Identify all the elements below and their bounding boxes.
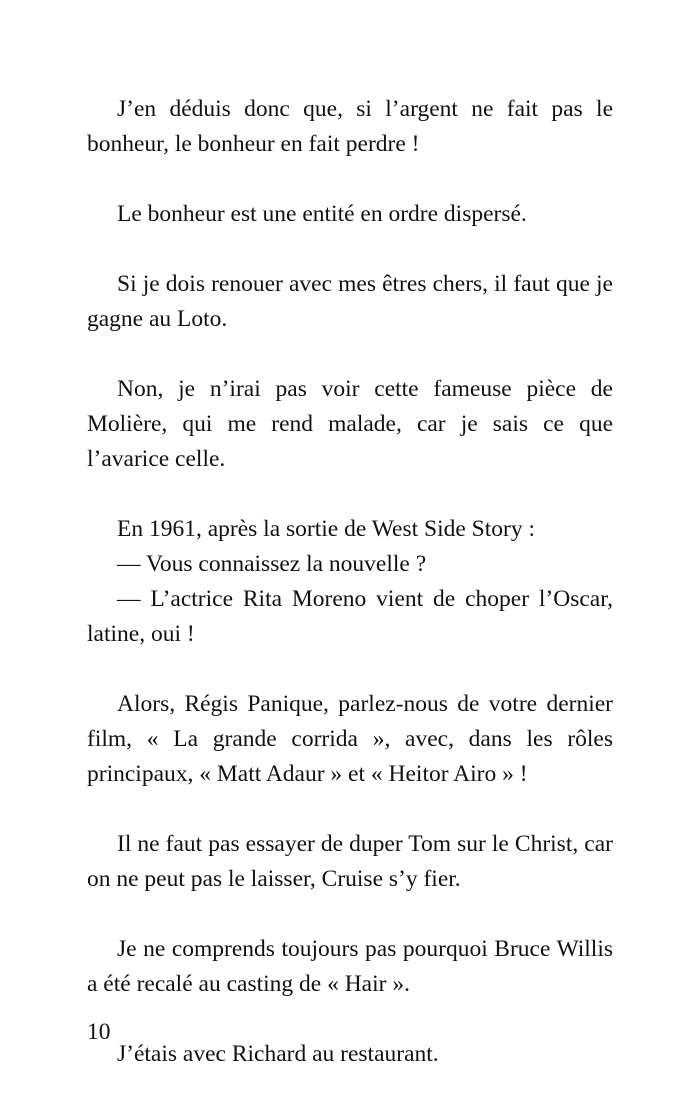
dialogue-intro: En 1961, après la sortie de West Side Story :	[117, 516, 535, 542]
paragraph-bruce-willis: Je ne comprends toujours pas pourquoi Bruce Willis a été recalé au casting de « Hair ».	[87, 936, 613, 997]
dialogue-line-2-start: — L’actrice Rita Moreno vient de choper l’Oscar,	[117, 586, 613, 612]
page-body	[87, 92, 613, 1107]
dialogue-line-2-end: latine, oui !	[87, 621, 195, 647]
paragraph-tom-cruise: Il ne faut pas essayer de duper Tom sur le Christ, car on ne peut pas le laisser, Cruise s’y fier.	[87, 831, 613, 892]
paragraph-moliere: Non, je n’irai pas voir cette fameuse pièce de Molière, qui me rend malade, car je sais ce que l’avarice celle.	[87, 376, 613, 472]
paragraph-richard: J’étais avec Richard au restaurant.	[117, 1041, 439, 1067]
dialogue-line-1: — Vous connaissez la nouvelle ?	[117, 551, 427, 577]
paragraph-loto: Si je dois renouer avec mes êtres chers, il faut que je gagne au Loto.	[87, 271, 613, 332]
paragraph-entite: Le bonheur est une entité en ordre dispersé.	[117, 201, 527, 227]
page-number: 10	[87, 1019, 111, 1045]
paragraph-corrida: Alors, Régis Panique, parlez-nous de votre dernier film, « La grande corrida », avec, dans les rôles principaux, « Matt Adaur » et « Heitor Airo » !	[87, 691, 613, 787]
paragraph-argent-bonheur: J’en déduis donc que, si l’argent ne fait pas le bonheur, le bonheur en fait perdre !	[87, 96, 613, 157]
dialogue-block	[87, 512, 613, 652]
